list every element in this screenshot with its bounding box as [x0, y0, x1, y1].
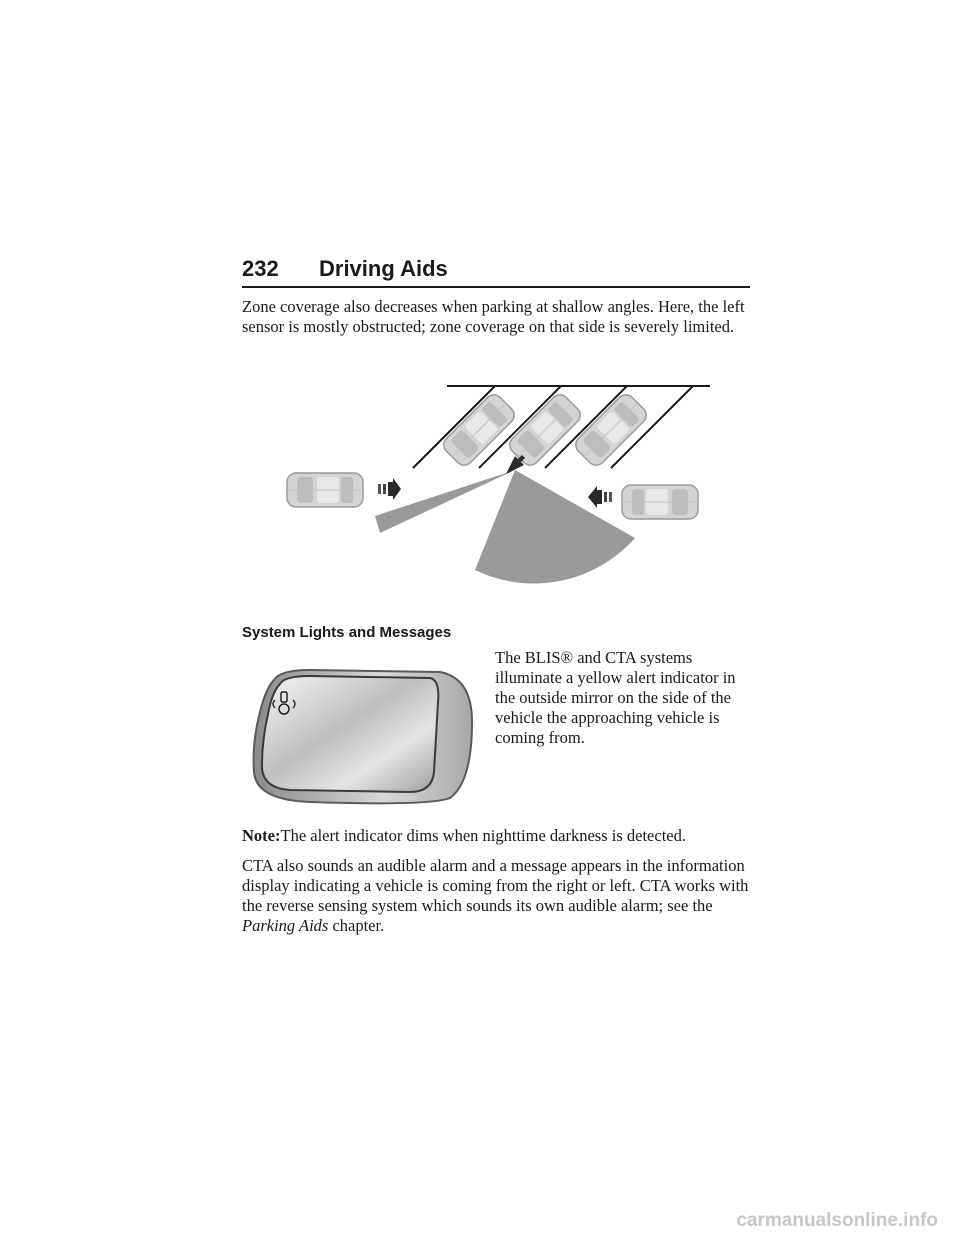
page-number: 232	[242, 256, 279, 281]
intro-paragraph: Zone coverage also decreases when parking at shallow angles. Here, the left sensor is mostly obstructed; zone coverage on that side is severely limited.	[242, 297, 745, 336]
cta-text: CTA also sounds an audible alarm and a message appears in the information display indicating a vehicle is coming from the right or left. CTA works with the reverse sensing system which sounds its own audible alarm; see the	[242, 856, 749, 915]
header-rule	[242, 286, 750, 288]
note-paragraph	[242, 826, 754, 846]
watermark: carmanualsonline.info	[736, 1210, 938, 1231]
parking-aids-reference: Parking Aids	[242, 916, 329, 935]
note-label: Note:	[242, 826, 281, 845]
right-sensor-zone	[475, 470, 635, 584]
mirror-glass	[262, 676, 438, 792]
page-header	[242, 256, 750, 290]
side-mirror-illustration	[250, 662, 480, 807]
angled-parking-diagram	[275, 378, 715, 588]
page-footer	[0, 1200, 960, 1242]
alert-indicator-description: The BLIS® and CTA systems illuminate a yellow alert indicator in the outside mirror on the side of the vehicle the approaching vehicle is coming from.	[495, 648, 736, 747]
arrow-right-car	[588, 486, 612, 508]
approaching-car-left	[287, 473, 363, 507]
arrow-left-car	[378, 478, 401, 500]
approaching-car-right	[622, 485, 698, 519]
section-heading: System Lights and Messages	[242, 624, 452, 641]
chapter-title: Driving Aids	[319, 256, 448, 281]
cta-paragraph	[242, 856, 754, 936]
note-text: The alert indicator dims when nighttime darkness is detected.	[280, 826, 686, 845]
cta-suffix: chapter.	[332, 916, 385, 935]
